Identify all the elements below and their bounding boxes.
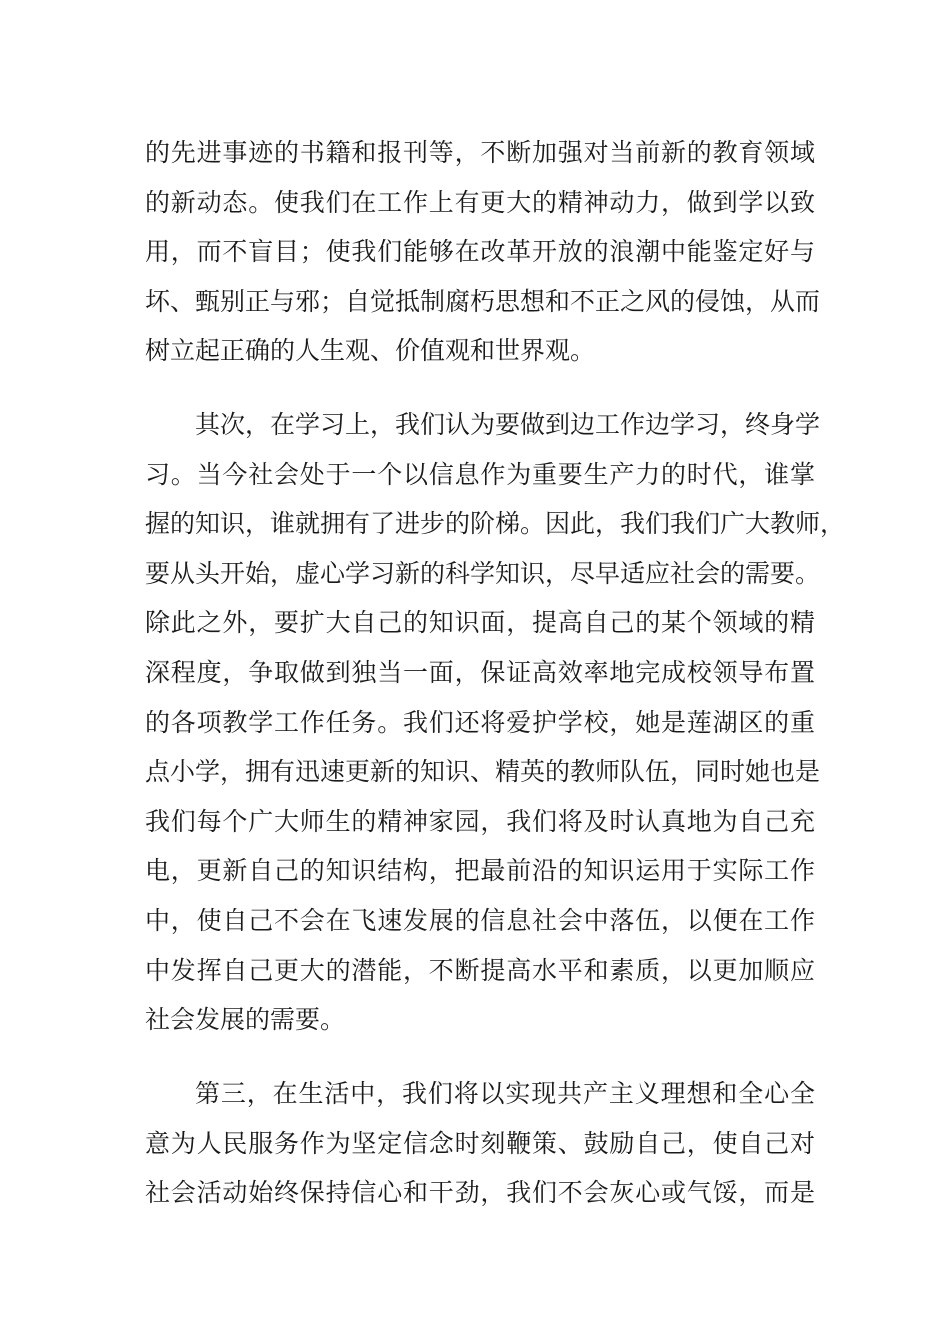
paragraph-line: 电，更新自己的知识结构，把最前沿的知识运用于实际工作 (145, 856, 815, 886)
paragraph-line: 的各项教学工作任务。我们还将爱护学校，她是莲湖区的重 (145, 707, 815, 737)
paragraph-line: 社会发展的需要。 (145, 1005, 346, 1035)
paragraph-second (145, 400, 846, 1045)
paragraph-line: 点小学，拥有迅速更新的知识、精英的教师队伍，同时她也是 (145, 757, 821, 787)
paragraph-line: 树立起正确的人生观、价值观和世界观。 (145, 336, 596, 366)
paragraph-line: 要从头开始，虚心学习新的科学知识，尽早适应社会的需要。 (145, 558, 821, 588)
paragraph-line: 其次，在学习上，我们认为要做到边工作边学习，终身学 (195, 410, 821, 439)
paragraph-line: 中发挥自己更大的潜能，不断提高水平和素质，以更加顺应 (145, 955, 815, 985)
paragraph-line: 除此之外，要扩大自己的知识面，提高自己的某个领域的精 (145, 608, 815, 638)
paragraph-line: 第三，在生活中，我们将以实现共产主义理想和全心全 (195, 1079, 815, 1108)
paragraph-line: 深程度，争取做到独当一面，保证高效率地完成校领导布置 (145, 657, 815, 687)
paragraph-line: 的新动态。使我们在工作上有更大的精神动力，做到学以致 (145, 187, 815, 217)
paragraph-line: 坏、甄别正与邪；自觉抵制腐朽思想和不正之风的侵蚀，从而 (145, 286, 821, 316)
paragraph-third (145, 1069, 815, 1218)
paragraph-line: 社会活动始终保持信心和干劲，我们不会灰心或气馁，而是 (145, 1178, 815, 1208)
paragraph-line: 的先进事迹的书籍和报刊等，不断加强对当前新的教育领域 (145, 138, 815, 167)
paragraph-line: 握的知识，谁就拥有了进步的阶梯。因此，我们我们广大教师， (145, 509, 846, 539)
paragraph-line: 用，而不盲目；使我们能够在改革开放的浪潮中能鉴定好与 (145, 237, 815, 267)
paragraph-line: 我们每个广大师生的精神家园，我们将及时认真地为自己充 (145, 806, 815, 836)
paragraph-continuation (145, 128, 821, 376)
paragraph-line: 习。当今社会处于一个以信息作为重要生产力的时代，谁掌 (145, 459, 815, 489)
paragraph-line: 中，使自己不会在飞速发展的信息社会中落伍，以便在工作 (145, 905, 815, 935)
paragraph-line: 意为人民服务作为坚定信念时刻鞭策、鼓励自己，使自己对 (145, 1128, 815, 1158)
